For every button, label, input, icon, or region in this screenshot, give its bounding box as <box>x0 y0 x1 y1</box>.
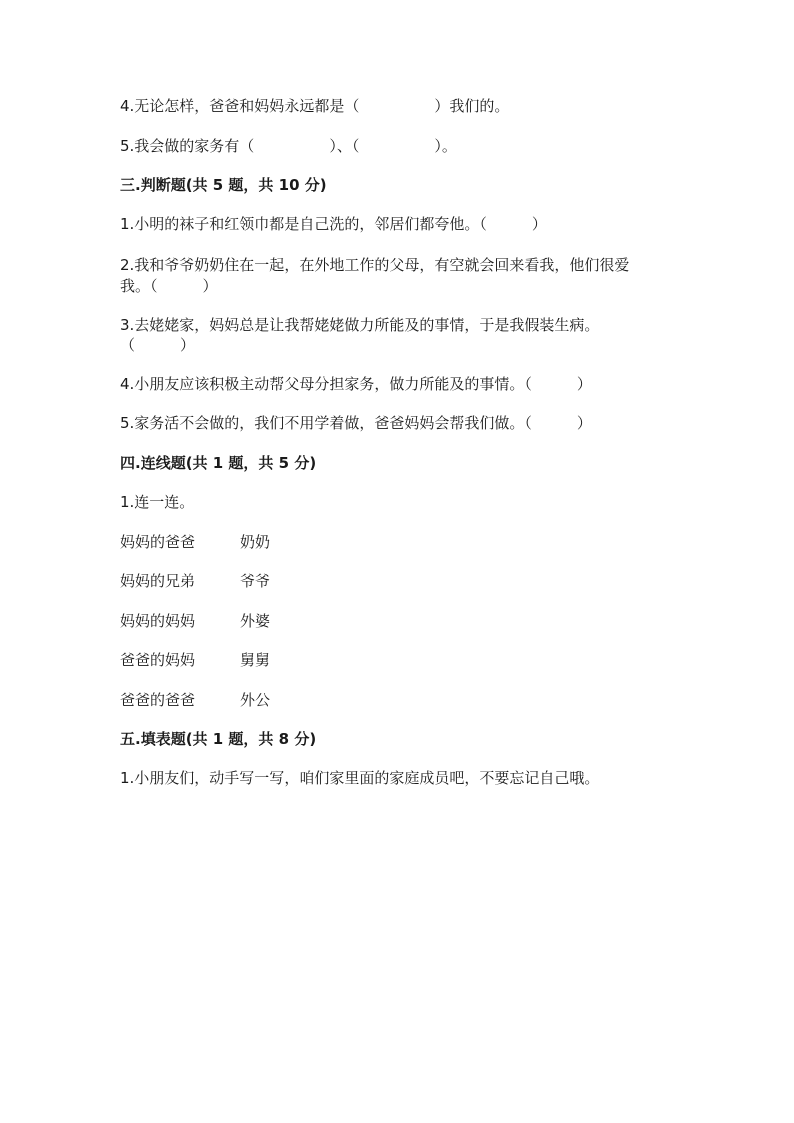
true-false-question-4: 4.小朋友应该积极主动帮父母分担家务，做力所能及的事情。（ ） <box>120 375 592 393</box>
matching-right-item: 爷爷 <box>240 572 271 590</box>
matching-right-item: 外婆 <box>240 612 271 630</box>
true-false-question-1: 1.小明的袜子和红领巾都是自己洗的，邻居们都夸他。（ ） <box>120 215 547 233</box>
matching-question: 1.连一连。 <box>120 493 195 511</box>
fill-question-5: 5.我会做的家务有（ ）、（ ）。 <box>120 137 457 155</box>
matching-left-item: 妈妈的妈妈 <box>120 612 196 630</box>
true-false-question-3-line1: 3.去姥姥家，妈妈总是让我帮姥姥做力所能及的事情，于是我假装生病。 <box>120 316 600 334</box>
true-false-question-2-line2: 我。（ ） <box>120 277 218 295</box>
matching-left-item: 爸爸的妈妈 <box>120 651 196 669</box>
true-false-question-5: 5.家务活不会做的，我们不用学着做，爸爸妈妈会帮我们做。（ ） <box>120 414 592 432</box>
section-heading-true-false: 三.判断题(共 5 题，共 10 分) <box>120 176 327 194</box>
fill-table-question: 1.小朋友们，动手写一写，咱们家里面的家庭成员吧，不要忘记自己哦。 <box>120 769 600 787</box>
fill-question-4: 4.无论怎样，爸爸和妈妈永远都是（ ）我们的。 <box>120 97 510 115</box>
matching-left-item: 爸爸的爸爸 <box>120 691 196 709</box>
section-heading-fill-table: 五.填表题(共 1 题，共 8 分) <box>120 730 317 748</box>
true-false-question-2-line1: 2.我和爷爷奶奶住在一起，在外地工作的父母，有空就会回来看我，他们很爱 <box>120 256 630 274</box>
true-false-question-3-line2: （ ） <box>120 336 196 354</box>
matching-left-item: 妈妈的爸爸 <box>120 533 196 551</box>
section-heading-matching: 四.连线题(共 1 题，共 5 分) <box>120 454 317 472</box>
matching-left-item: 妈妈的兄弟 <box>120 572 196 590</box>
matching-right-item: 奶奶 <box>240 533 271 551</box>
matching-right-item: 舅舅 <box>240 651 271 669</box>
matching-right-item: 外公 <box>240 691 271 709</box>
